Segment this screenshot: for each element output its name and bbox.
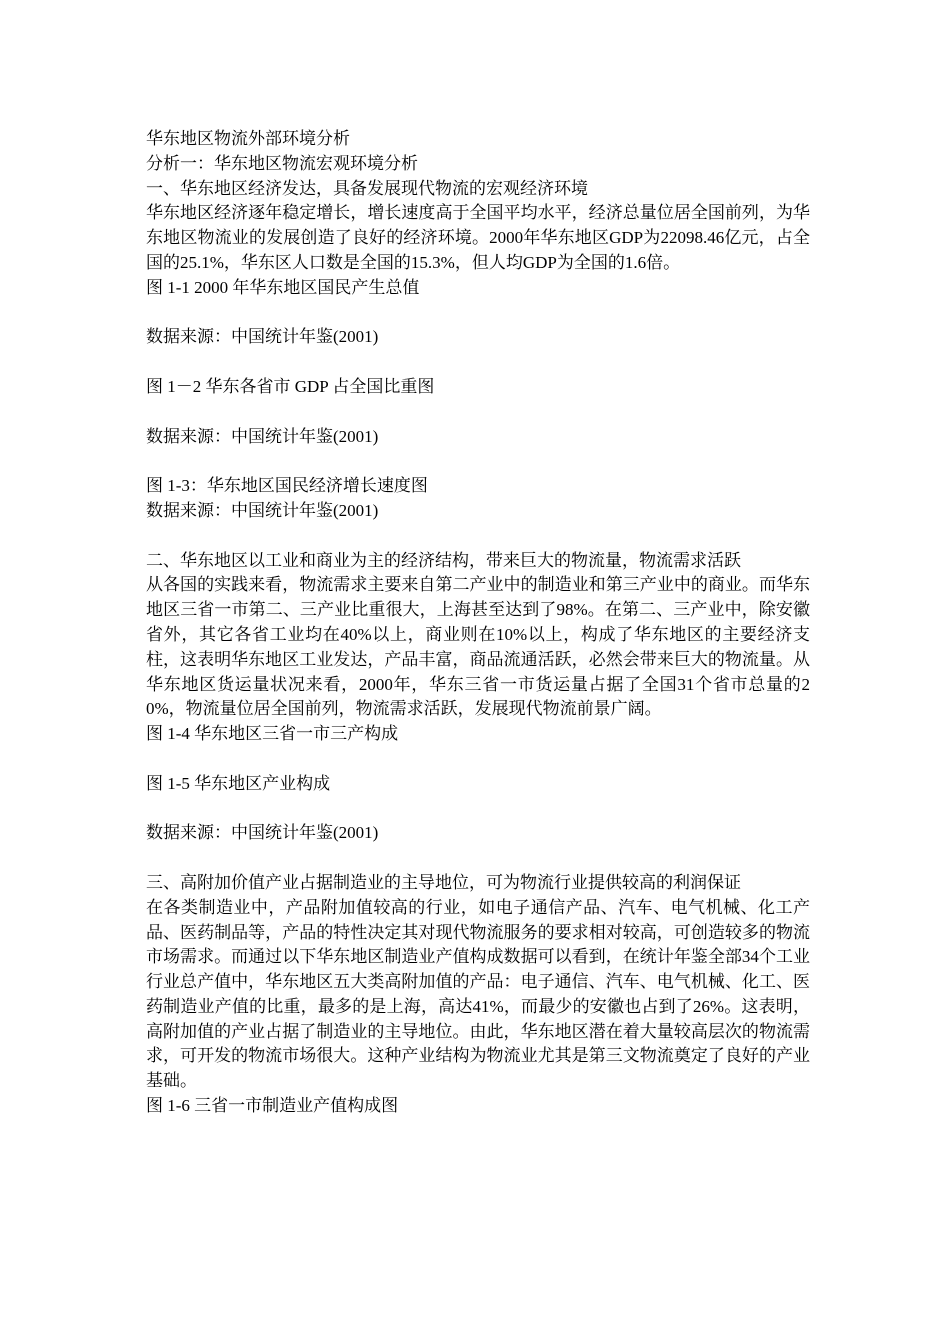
figure-1-2-caption: 图 1－2 华东各省市 GDP 占全国比重图 [146, 376, 435, 396]
section2-body: 从各国的实践来看，物流需求主要来自第二产业中的制造业和第三产业中的商业。而华东地区三省一市第二、三产业比重很大，上海甚至达到了98%。在第二、三产业中，除安徽省外，其它各省工业均在40%以上，商业则在10%以上，构成了华东地区的主要经济支柱，这表明华东地区工业发达，产品丰富，商品流通活跃，必然会带来巨大的物流量。从华东地区货运量状况来看，2000年，华东三省一市货运量占据了全国31个省市总量的20%，物流量位居全国前列，物流需求活跃，发展现代物流前景广阔。 [146, 575, 810, 719]
figure-1-4-caption: 图 1-4 华东地区三省一市三产构成 [146, 724, 399, 744]
blank-line [146, 449, 810, 474]
blank-line [146, 846, 810, 871]
document-title: 华东地区物流外部环境分析 [146, 129, 350, 148]
figure-1-6-caption: 图 1-6 三省一市制造业产值构成图 [146, 1096, 399, 1116]
section3-body: 在各类制造业中，产品附加值较高的行业，如电子通信产品、汽车、电气机械、化工产品、医药制品等，产品的特性决定其对现代物流服务的要求相对较高，可创造较多的物流市场需求。而通过以下华东地区制造业产值构成数据可以看到，在统计年鉴全部34个工业行业总产值中，华东地区五大类高附加值的产品：电子通信、汽车、电气机械、化工、医药制造业产值的比重，最多的是上海，高达41%，而最少的安徽也占到了26%。这表明，高附加值的产业占据了制造业的主导地位。由此，华东地区潜在着大量较高层次的物流需求，可开发的物流市场很大。这种产业结构为物流业尤其是第三文物流奠定了良好的产业基础。 [146, 897, 810, 1091]
figure-1-3-caption: 图 1-3：华东地区国民经济增长速度图 [146, 476, 428, 496]
document-page [146, 127, 810, 1119]
figure-1-3-source: 数据来源：中国统计年鉴(2001) [146, 500, 379, 520]
analysis-heading: 分析一：华东地区物流宏观环境分析 [146, 153, 418, 173]
figure-1-5-source: 数据来源：中国统计年鉴(2001) [146, 823, 379, 843]
figure-1-2-source: 数据来源：中国统计年鉴(2001) [146, 426, 379, 446]
figure-1-5-caption: 图 1-5 华东地区产业构成 [146, 773, 331, 793]
section1-body: 华东地区经济逐年稳定增长，增长速度高于全国平均水平，经济总量位居全国前列，为华东地区物流业的发展创造了良好的经济环境。2000年华东地区GDP为22098.46亿元，占全国的25.1%，华东区人口数是全国的15.3%，但人均GDP为全国的1.6倍。 [146, 203, 810, 272]
blank-line [146, 747, 810, 772]
section1-heading: 一、华东地区经济发达，具备发展现代物流的宏观经济环境 [146, 178, 588, 198]
blank-line [146, 350, 810, 375]
blank-line [146, 301, 810, 326]
figure-1-1-caption: 图 1-1 2000 年华东地区国民产生总值 [146, 277, 420, 297]
section2-heading: 二、华东地区以工业和商业为主的经济结构，带来巨大的物流量，物流需求活跃 [146, 550, 741, 570]
figure-1-1-source: 数据来源：中国统计年鉴(2001) [146, 327, 379, 347]
blank-line [146, 524, 810, 549]
section3-heading: 三、高附加价值产业占据制造业的主导地位，可为物流行业提供较高的利润保证 [146, 872, 741, 892]
blank-line [146, 400, 810, 425]
blank-line [146, 797, 810, 822]
